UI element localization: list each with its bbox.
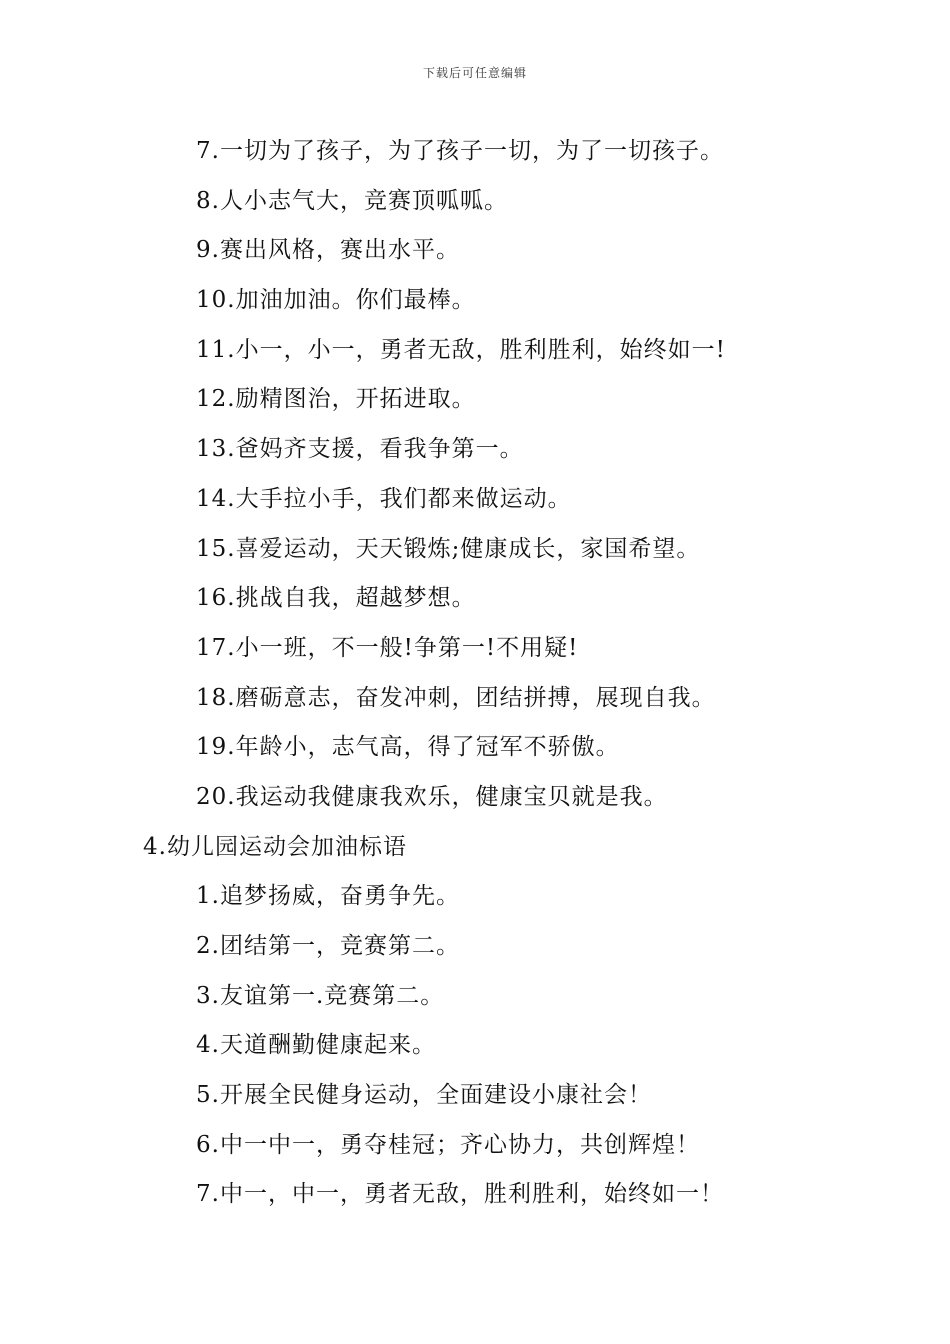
list-item: 13.爸妈齐支援，看我争第一。 [196, 436, 524, 463]
list-item: 10.加油加油。你们最棒。 [196, 287, 476, 314]
list-item: 6.中一中一，勇夺桂冠；齐心协力，共创辉煌！ [196, 1131, 700, 1158]
list-item: 7.一切为了孩子，为了孩子一切，为了一切孩子。 [196, 138, 724, 164]
list-item: 1.追梦扬威，奋勇争先。 [196, 883, 460, 910]
list-item: 3.友谊第一.竞赛第二。 [196, 982, 445, 1009]
list-item: 2.团结第一，竞赛第二。 [196, 933, 460, 959]
list-item: 20.我运动我健康我欢乐，健康宝贝就是我。 [196, 783, 668, 810]
list-item: 17.小一班，不一般!争第一!不用疑! [196, 634, 579, 661]
list-item: 9.赛出风格，赛出水平。 [196, 237, 460, 264]
list-item: 12.励精图治，开拓进取。 [196, 386, 476, 413]
list-item: 18.磨砺意志，奋发冲刺，团结拼搏，展现自我。 [196, 684, 716, 711]
list-item: 15.喜爱运动，天天锻炼;健康成长，家国希望。 [196, 535, 701, 562]
list-item: 14.大手拉小手，我们都来做运动。 [196, 485, 572, 512]
list-item: 5.开展全民健身运动，全面建设小康社会！ [196, 1082, 652, 1109]
list-item: 19.年龄小，志气高，得了冠军不骄傲。 [196, 734, 620, 761]
list-item: 8.人小志气大，竞赛顶呱呱。 [196, 187, 508, 214]
list-item: 16.挑战自我，超越梦想。 [196, 585, 476, 612]
list-item: 4.天道酬勤健康起来。 [196, 1032, 436, 1059]
page-header: 下载后可任意编辑 [422, 66, 527, 80]
document-body [0, 127, 950, 1220]
list-item: 11.小一，小一，勇者无敌，胜利胜利，始终如一! [196, 336, 726, 363]
list-item: 7.中一，中一，勇者无敌，胜利胜利，始终如一！ [196, 1181, 724, 1208]
section-heading: 4.幼儿园运动会加油标语 [143, 833, 407, 860]
